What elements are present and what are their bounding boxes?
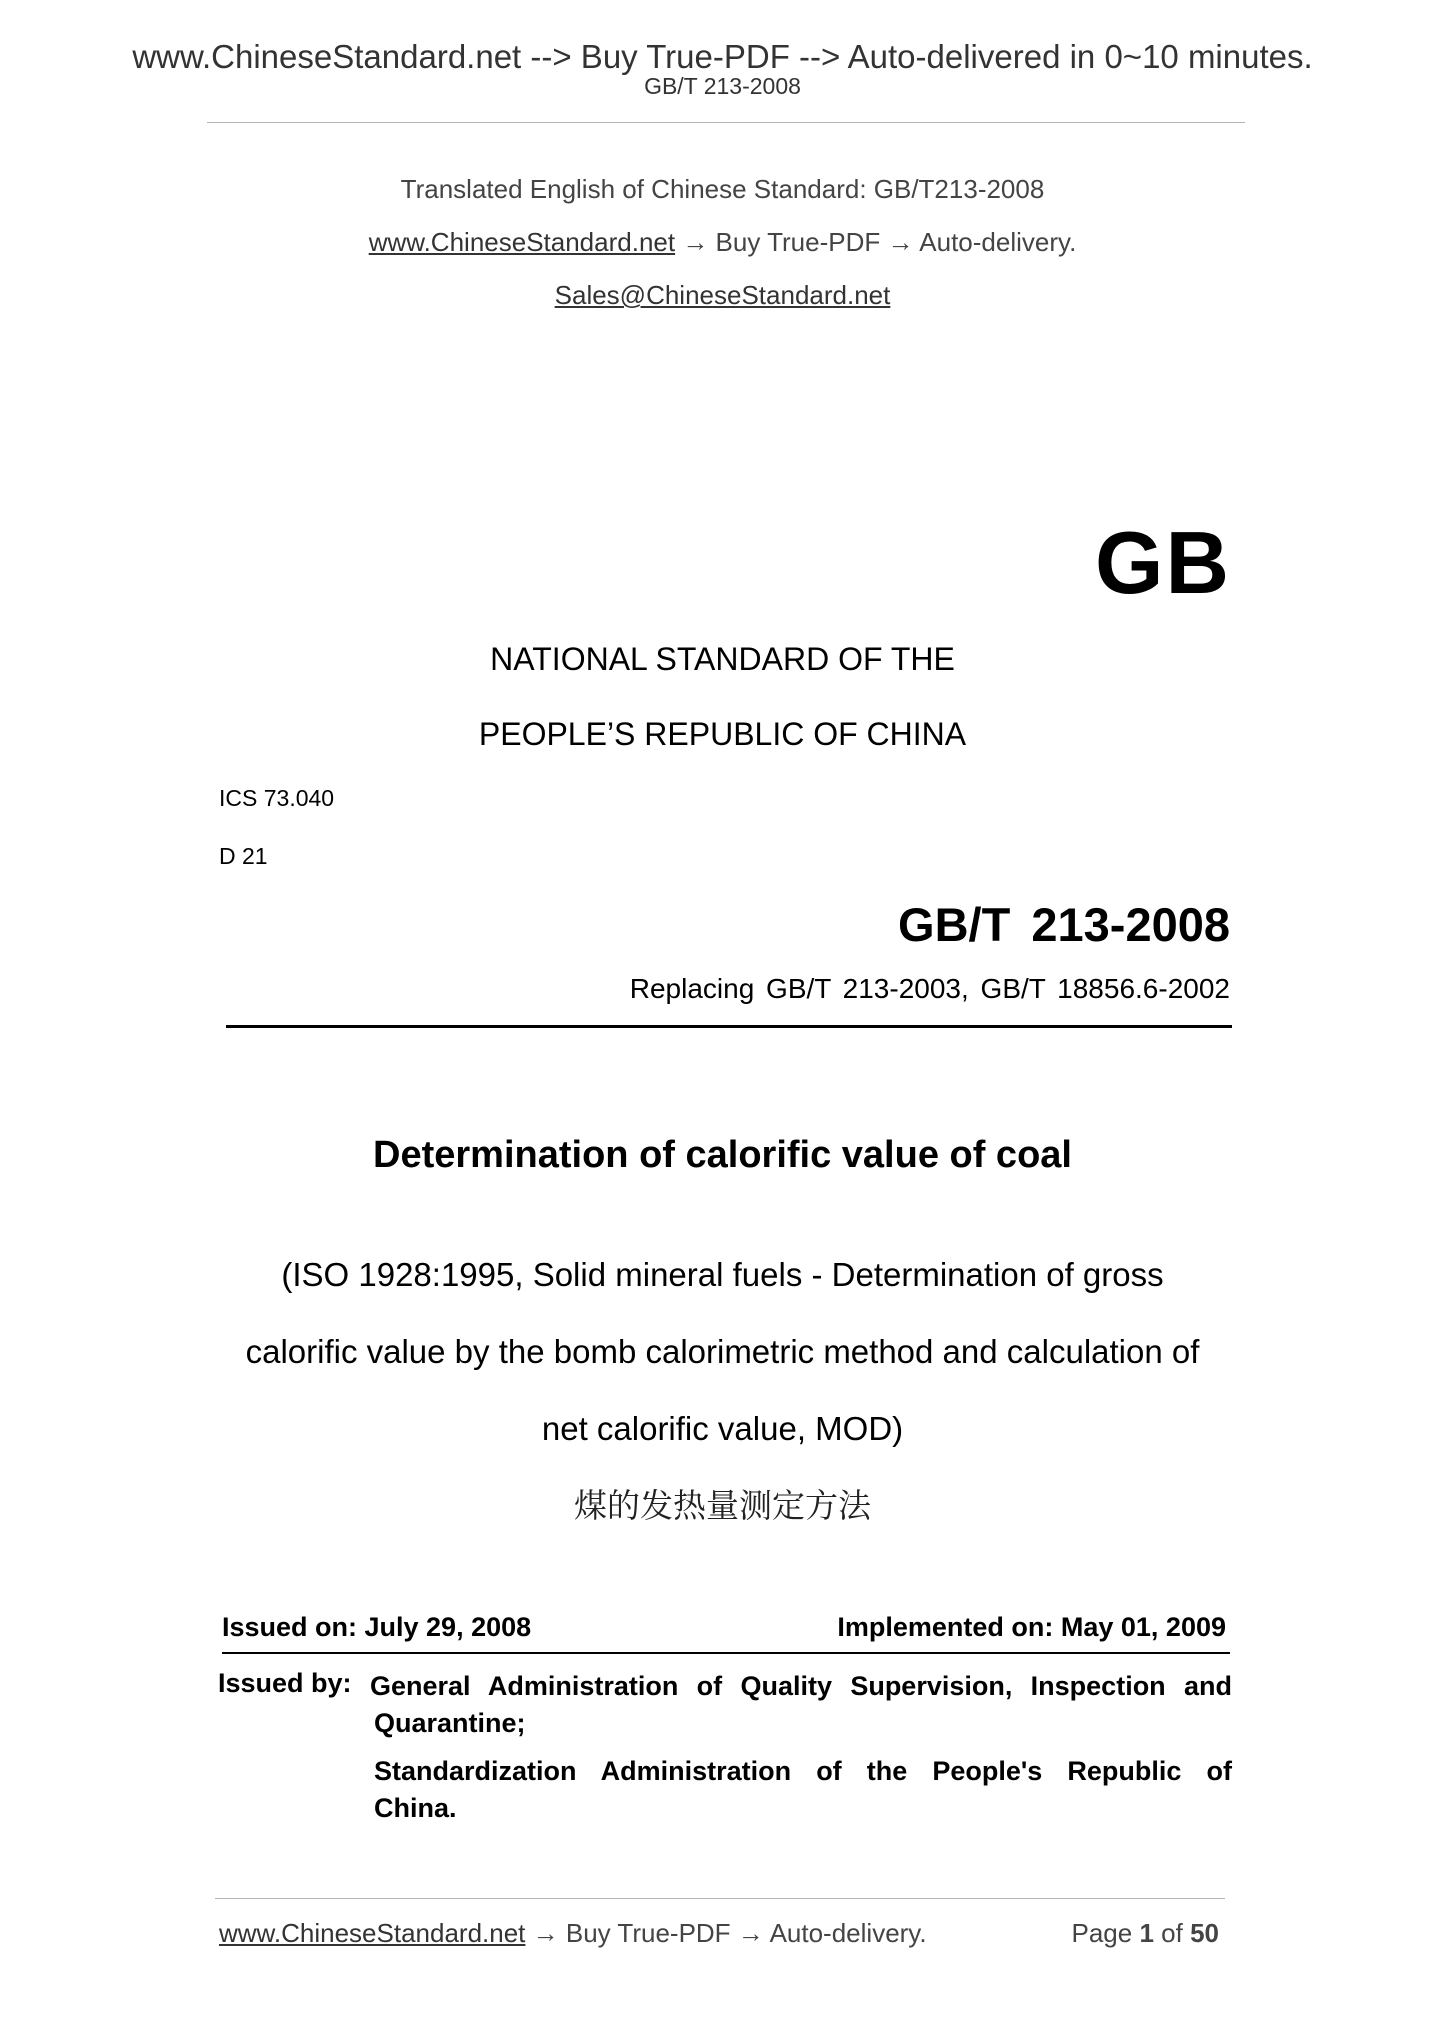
org2-line2: China. xyxy=(374,1793,457,1823)
standard-number: GB/T 213-2008 xyxy=(898,898,1230,951)
header-banner: www.ChineseStandard.net --> Buy True-PDF --> Auto-delivered in 0~10 minutes. xyxy=(132,38,1313,75)
header-standard-code: GB/T 213-2008 xyxy=(644,73,801,99)
header-divider xyxy=(207,122,1245,123)
issuing-organization-2 xyxy=(374,1753,1232,1827)
replacing-note: Replacing GB/T 213-2003, GB/T 18856.6-2002 xyxy=(629,973,1230,1004)
gb-logo: GB xyxy=(1095,513,1231,612)
footer-delivery-line xyxy=(219,1918,927,1949)
national-standard-line1: NATIONAL STANDARD OF THE xyxy=(490,641,955,677)
org1-line1: General Administration of Quality Supervision, Inspection and xyxy=(370,1671,1232,1701)
title-divider xyxy=(226,1025,1232,1028)
page-label: Page xyxy=(1071,1918,1133,1948)
of-label: of xyxy=(1161,1918,1183,1948)
translation-delivery-line xyxy=(0,227,1445,258)
ics-code: ICS 73.040 xyxy=(219,785,335,811)
issuing-organization-1 xyxy=(370,1668,1232,1742)
ccs-code: D 21 xyxy=(219,843,268,869)
footer-site-link[interactable]: www.ChineseStandard.net xyxy=(219,1918,526,1948)
site-link[interactable]: www.ChineseStandard.net xyxy=(368,227,676,257)
footer-delivery-text: → Buy True-PDF → Auto-delivery. xyxy=(525,1918,927,1948)
footer-divider xyxy=(215,1898,1225,1899)
issued-by-label: Issued by: xyxy=(218,1668,352,1698)
chinese-title: 煤的发热量测定方法 xyxy=(574,1486,871,1525)
page-indicator xyxy=(1071,1918,1219,1949)
sales-email-line xyxy=(0,280,1445,311)
iso-reference-line2: calorific value by the bomb calorimetric method and calculation of xyxy=(245,1333,1200,1370)
page-current: 1 xyxy=(1139,1918,1154,1948)
document-title: Determination of calorific value of coal xyxy=(373,1134,1072,1176)
national-standard-line2: PEOPLE’S REPUBLIC OF CHINA xyxy=(478,716,967,752)
translation-notice: Translated English of Chinese Standard: GB/T213-2008 xyxy=(400,174,1045,204)
iso-reference-line3: net calorific value, MOD) xyxy=(541,1410,904,1447)
implemented-on-date: Implemented on: May 01, 2009 xyxy=(837,1612,1226,1642)
delivery-text: → Buy True-PDF → Auto-delivery. xyxy=(675,227,1077,257)
dates-divider xyxy=(222,1652,1230,1654)
org1-line2: Quarantine; xyxy=(374,1708,526,1738)
issued-on-date: Issued on: July 29, 2008 xyxy=(222,1612,532,1642)
iso-reference-line1: (ISO 1928:1995, Solid mineral fuels - Determination of gross xyxy=(281,1256,1164,1293)
page-total: 50 xyxy=(1190,1918,1219,1948)
sales-email-link[interactable]: Sales@ChineseStandard.net xyxy=(554,280,891,310)
org2-line1: Standardization Administration of the People's Republic of xyxy=(374,1756,1232,1786)
